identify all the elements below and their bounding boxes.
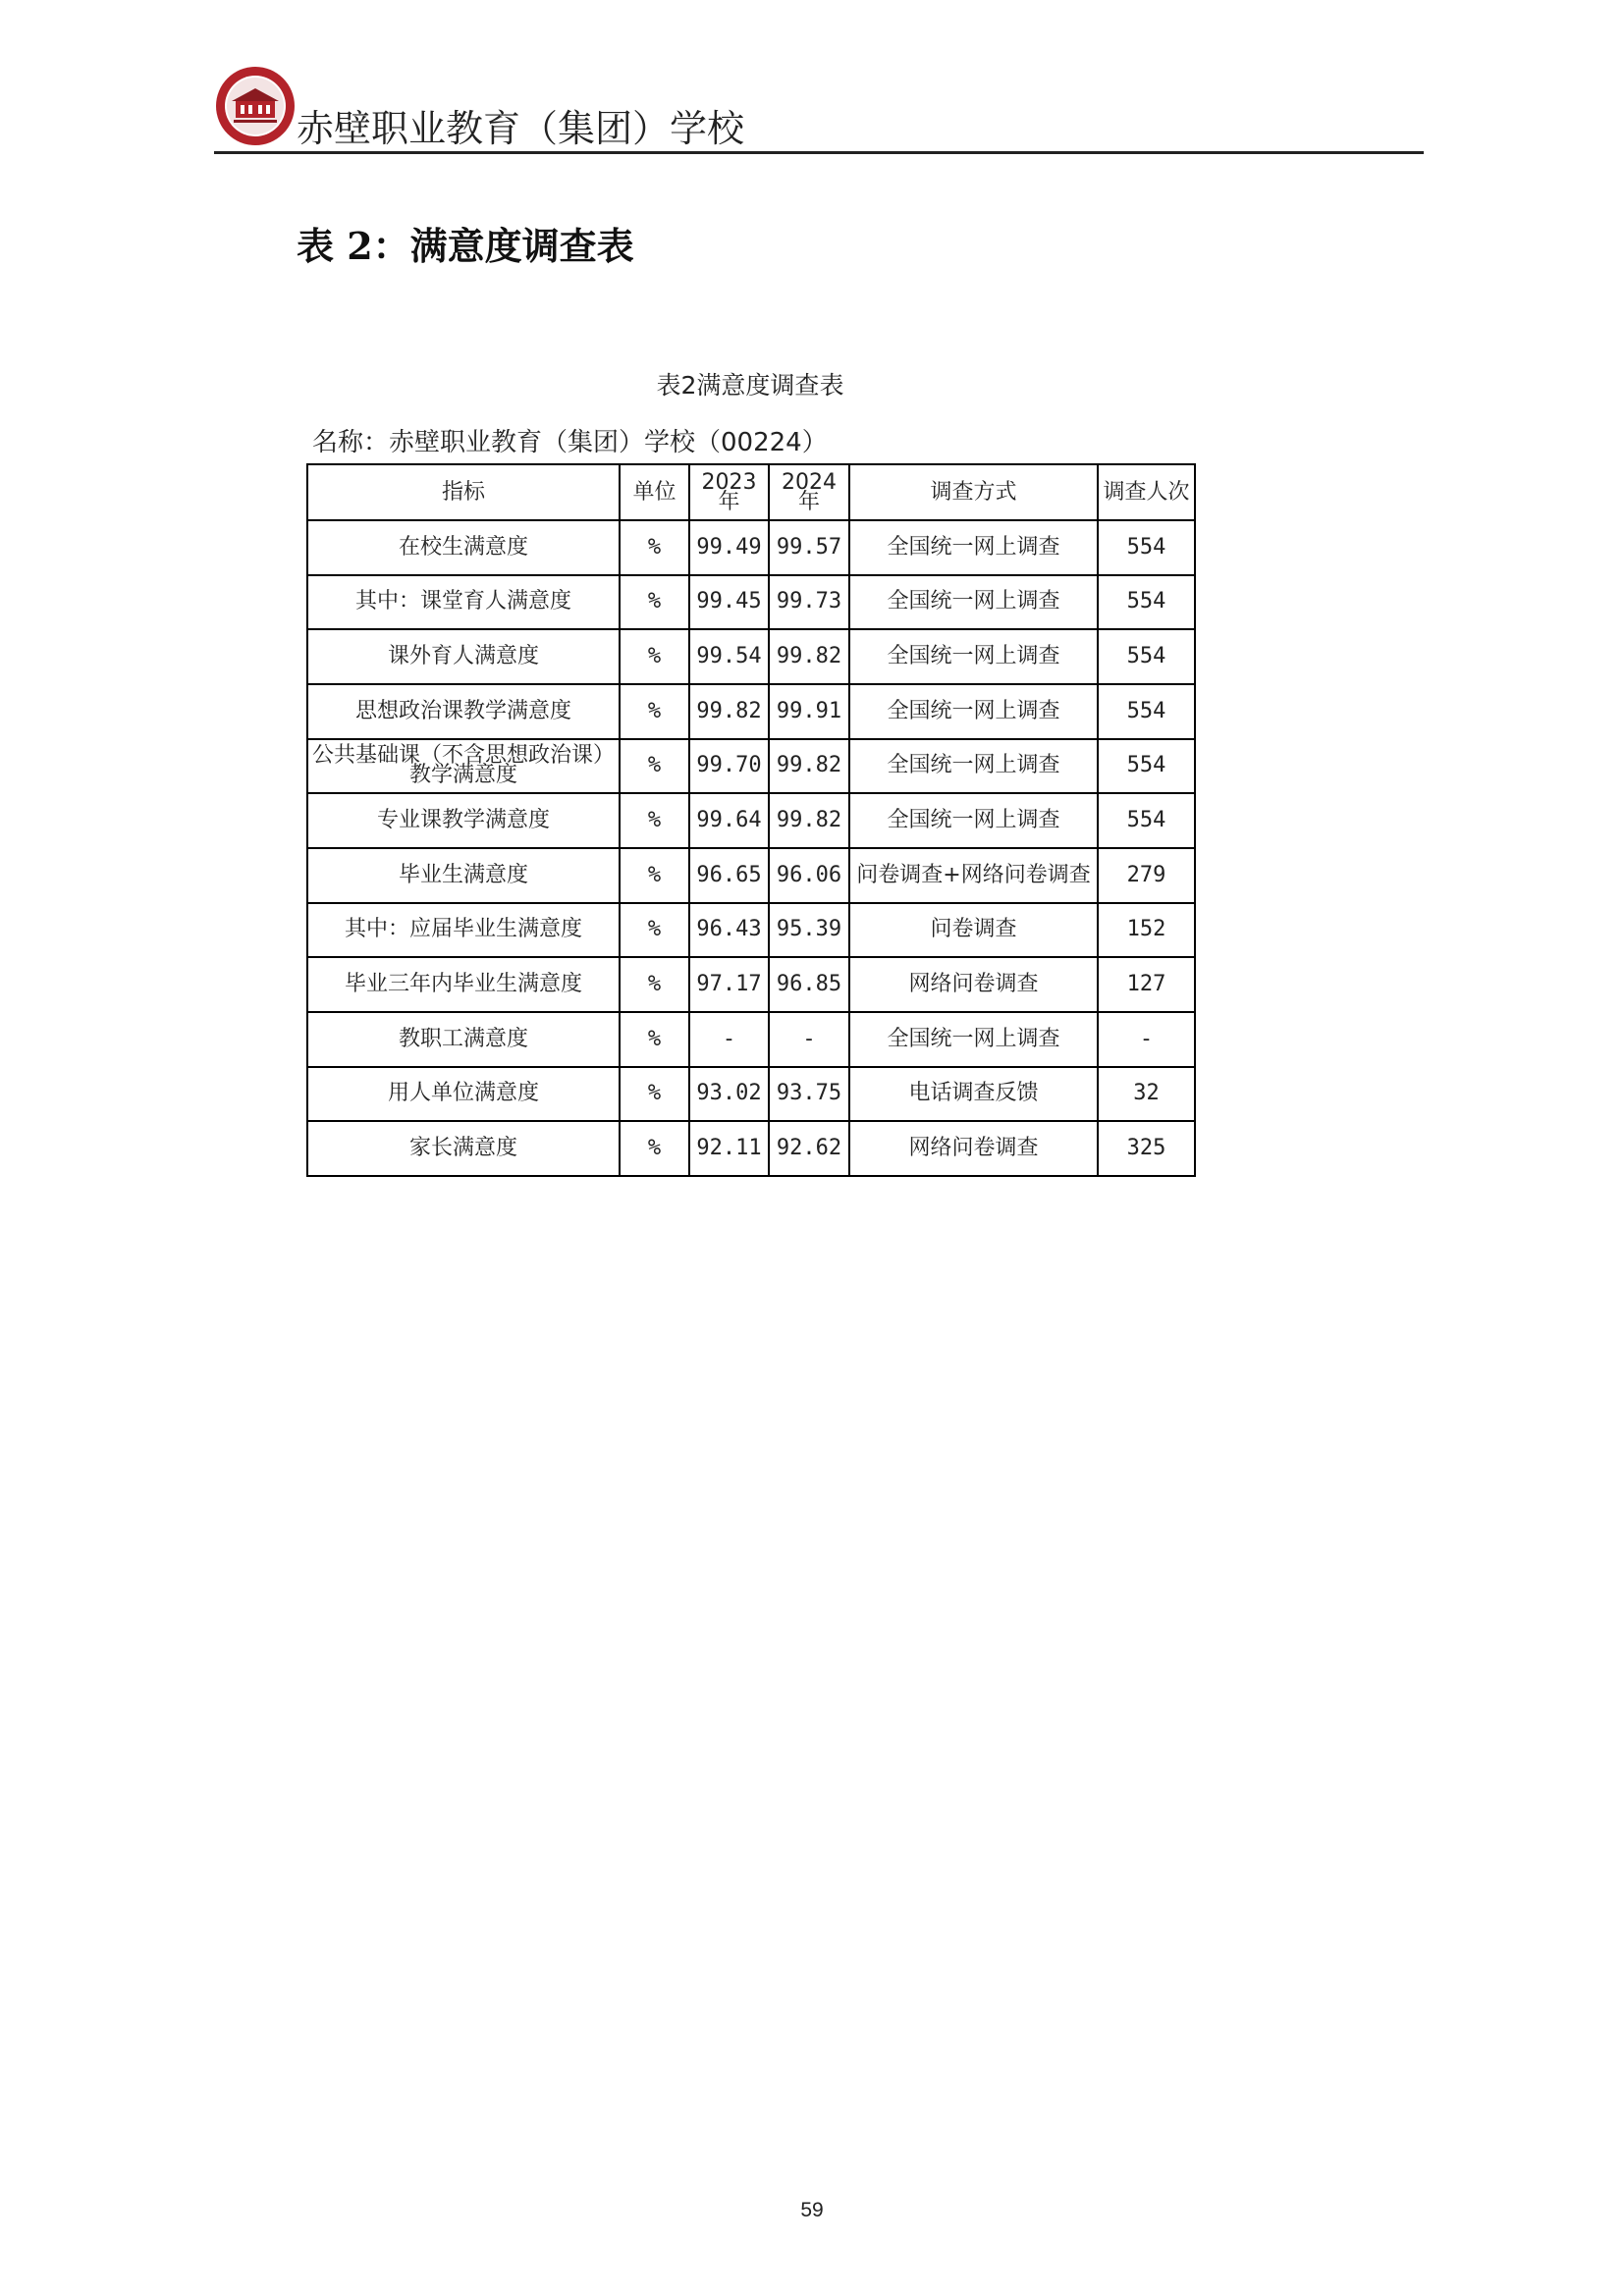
indicator-cell: 课外育人满意度 — [307, 629, 620, 684]
table-caption: 表2满意度调查表 — [656, 371, 844, 400]
column-header: 调查人次 — [1098, 464, 1195, 520]
value-2024-cell: 92.62 — [769, 1121, 849, 1176]
method-cell: 网络问卷调查 — [849, 1121, 1098, 1176]
value-2024-cell: 99.73 — [769, 575, 849, 630]
count-cell: 325 — [1098, 1121, 1195, 1176]
school-logo-icon — [214, 65, 297, 147]
count-cell: 554 — [1098, 739, 1195, 794]
count-cell: 554 — [1098, 575, 1195, 630]
method-cell: 全国统一网上调查 — [849, 1012, 1098, 1067]
value-2024-cell: 95.39 — [769, 903, 849, 958]
count-cell: - — [1098, 1012, 1195, 1067]
value-2023-cell: 99.49 — [689, 520, 769, 575]
table-row — [307, 520, 1195, 575]
method-cell: 电话调查反馈 — [849, 1067, 1098, 1122]
table-header-row — [307, 464, 1195, 520]
table-row — [307, 1121, 1195, 1176]
indicator-cell: 用人单位满意度 — [307, 1067, 620, 1122]
table-row — [307, 848, 1195, 903]
value-2023-cell: - — [689, 1012, 769, 1067]
header-title: 赤壁职业教育（集团）学校 — [297, 107, 745, 150]
unit-cell: % — [620, 1121, 689, 1176]
count-cell: 127 — [1098, 957, 1195, 1012]
unit-cell: % — [620, 957, 689, 1012]
table-row — [307, 793, 1195, 848]
method-cell: 全国统一网上调查 — [849, 684, 1098, 739]
value-2023-cell: 99.82 — [689, 684, 769, 739]
count-cell: 279 — [1098, 848, 1195, 903]
method-cell: 全国统一网上调查 — [849, 793, 1098, 848]
column-header: 2023年 — [689, 464, 769, 520]
value-2023-cell: 97.17 — [689, 957, 769, 1012]
column-header: 指标 — [307, 464, 620, 520]
value-2023-cell: 92.11 — [689, 1121, 769, 1176]
table-row — [307, 903, 1195, 958]
table-row — [307, 957, 1195, 1012]
value-2024-cell: 93.75 — [769, 1067, 849, 1122]
unit-cell: % — [620, 684, 689, 739]
value-2024-cell: 99.57 — [769, 520, 849, 575]
count-cell: 152 — [1098, 903, 1195, 958]
value-2024-cell: 96.06 — [769, 848, 849, 903]
indicator-cell: 毕业生满意度 — [307, 848, 620, 903]
indicator-cell: 专业课教学满意度 — [307, 793, 620, 848]
column-header: 调查方式 — [849, 464, 1098, 520]
page-header — [214, 61, 1424, 155]
table-row — [307, 739, 1195, 794]
unit-cell: % — [620, 739, 689, 794]
count-cell: 32 — [1098, 1067, 1195, 1122]
value-2024-cell: 96.85 — [769, 957, 849, 1012]
indicator-cell: 教职工满意度 — [307, 1012, 620, 1067]
value-2023-cell: 99.64 — [689, 793, 769, 848]
table-row — [307, 629, 1195, 684]
value-2023-cell: 99.45 — [689, 575, 769, 630]
indicator-cell: 其中：应届毕业生满意度 — [307, 903, 620, 958]
method-cell: 全国统一网上调查 — [849, 739, 1098, 794]
count-cell: 554 — [1098, 793, 1195, 848]
column-header: 2024年 — [769, 464, 849, 520]
table-name-line: 名称：赤壁职业教育（集团）学校（00224） — [312, 428, 828, 457]
method-cell: 全国统一网上调查 — [849, 629, 1098, 684]
satisfaction-table — [306, 463, 1196, 1177]
section-heading: 表 2：满意度调查表 — [297, 224, 634, 268]
method-cell: 网络问卷调查 — [849, 957, 1098, 1012]
unit-cell: % — [620, 848, 689, 903]
unit-cell: % — [620, 520, 689, 575]
indicator-cell: 思想政治课教学满意度 — [307, 684, 620, 739]
indicator-cell: 家长满意度 — [307, 1121, 620, 1176]
method-cell: 问卷调查+网络问卷调查 — [849, 848, 1098, 903]
method-cell: 问卷调查 — [849, 903, 1098, 958]
value-2024-cell: 99.82 — [769, 739, 849, 794]
method-cell: 全国统一网上调查 — [849, 520, 1098, 575]
indicator-cell: 其中：课堂育人满意度 — [307, 575, 620, 630]
method-cell: 全国统一网上调查 — [849, 575, 1098, 630]
header-divider — [214, 151, 1424, 154]
unit-cell: % — [620, 575, 689, 630]
value-2024-cell: 99.82 — [769, 629, 849, 684]
indicator-cell: 公共基础课（不含思想政治课）教学满意度 — [307, 739, 620, 794]
value-2023-cell: 99.70 — [689, 739, 769, 794]
table-row — [307, 575, 1195, 630]
value-2023-cell: 99.54 — [689, 629, 769, 684]
value-2023-cell: 96.65 — [689, 848, 769, 903]
value-2023-cell: 96.43 — [689, 903, 769, 958]
unit-cell: % — [620, 793, 689, 848]
page-number: 59 — [800, 2199, 824, 2221]
unit-cell: % — [620, 1012, 689, 1067]
table-row — [307, 1012, 1195, 1067]
unit-cell: % — [620, 1067, 689, 1122]
value-2024-cell: 99.82 — [769, 793, 849, 848]
indicator-cell: 毕业三年内毕业生满意度 — [307, 957, 620, 1012]
table-row — [307, 1067, 1195, 1122]
unit-cell: % — [620, 629, 689, 684]
value-2024-cell: 99.91 — [769, 684, 849, 739]
value-2023-cell: 93.02 — [689, 1067, 769, 1122]
count-cell: 554 — [1098, 684, 1195, 739]
column-header: 单位 — [620, 464, 689, 520]
value-2024-cell: - — [769, 1012, 849, 1067]
count-cell: 554 — [1098, 629, 1195, 684]
unit-cell: % — [620, 903, 689, 958]
indicator-cell: 在校生满意度 — [307, 520, 620, 575]
table-row — [307, 684, 1195, 739]
count-cell: 554 — [1098, 520, 1195, 575]
